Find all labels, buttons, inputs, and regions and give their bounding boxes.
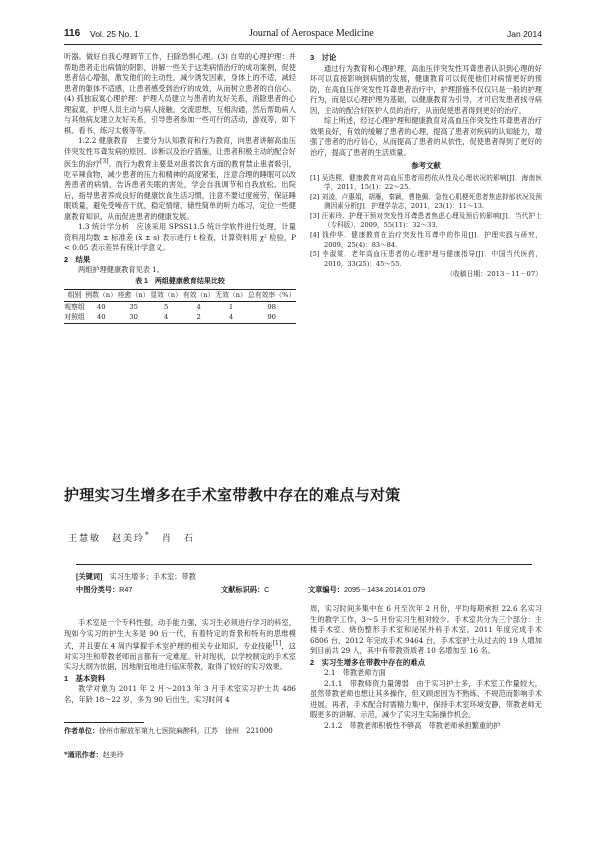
psych-care-paragraph: 听器。做好自我心理调节工作，扫除恐惧心理。(3) 自卑的心理护理：并帮助患者走出病情的阴影，讲解一些关于这类病情治疗的成功案例，促使患者信心增强，激发他们的主动性。减少诱发因素，身体上的不适，减轻患者的躯体不适感，让患者感受到治疗的成效，从而树立患者的自信心。(4) 孤独寂寞心理护理：护理人员建立与患者的友好关系，消除患者的心理寂寞，护理人员主动与病人接触，交流思想，互相沟通，然后帮助病人与其他病友建立友好关系，引导患者参加一些可行的活动，游戏等，如下棋、看书、练习太极等等。 xyxy=(64,52,296,135)
paragraph-text: 由于实习护士多，手术室工作量较大，虽然带教老师也想让其多操作，但又顾虑因为不熟练、不规范而影响手术进展。再者，手术配合时需精力集中，保持手术室环境安静，带教老师无暇更多的讲解、示范，减少了实习生实际操作机会。 xyxy=(310,678,542,719)
meta-rule xyxy=(76,564,532,565)
corresponding-mark: * xyxy=(145,530,151,539)
left-column-top xyxy=(64,52,296,324)
author-affiliation xyxy=(64,726,296,736)
table-row xyxy=(64,301,296,312)
section-number: 1.2.2 xyxy=(78,136,97,145)
intro-paragraph xyxy=(64,618,296,673)
references-heading: 参考文献 xyxy=(411,161,441,170)
left-column-bottom xyxy=(64,618,296,705)
table-caption: 表 1 两组健康教育结果比较 xyxy=(135,277,225,285)
keywords-line xyxy=(76,572,196,582)
table-cell: 1 xyxy=(228,302,234,311)
doc-code-group xyxy=(221,585,269,595)
affiliation: 徐州市解放军第九七医院麻醉科，江苏 徐州 221000 xyxy=(99,727,273,735)
corresponding-name: 赵美玲 xyxy=(102,751,124,759)
table-cell: 5 xyxy=(163,302,169,311)
keywords-label: [关键词] xyxy=(76,572,103,581)
table-header: 总有效率（%） xyxy=(248,291,296,300)
page-number: 116 xyxy=(64,28,81,39)
table-header: 组别 xyxy=(64,290,85,302)
basic-data-paragraph: 教学对象为 2011 年 2 月～2013 年 3 月手术室实习护士共 486 名，年龄 18～22 岁，多为 90 后出生，实习时间 4 xyxy=(64,684,296,704)
table-cell: 90 xyxy=(247,312,296,323)
section-heading: 统计学分析 xyxy=(91,222,130,232)
table-cell: 观察组 xyxy=(64,302,85,311)
paragraph-text: 带教老师承担繁重的护 xyxy=(428,720,501,730)
results-table xyxy=(64,289,296,324)
reference-item: [1] 吴迭熙．健康教育对高血压患者用药依从性及心理状况的影响[J]．海南医学，2011，15(1)：22～25. xyxy=(310,173,542,192)
doc-code: C xyxy=(264,585,270,594)
classification-line xyxy=(76,585,532,595)
article-title: 护理实习生增多在手术室带教中存在的难点与对策 xyxy=(64,486,401,504)
table-header: 痊愈（n） xyxy=(117,291,150,300)
table-cell: 35 xyxy=(129,302,138,311)
section-number: 1.3 xyxy=(78,222,90,232)
article-number-group xyxy=(308,585,425,595)
table-cell: 2 xyxy=(182,312,214,323)
teacher-subheading: 2.1 带教老师方面 xyxy=(324,668,386,677)
author-name: 肖 石 xyxy=(161,534,195,544)
author-name: 赵美玲 xyxy=(112,534,146,544)
reference-item: [2] 刘凌，卢惠娟，胡雁，秦颖，曹艳佩．急性心肌梗死患者焦虑抑郁状况及预测因素分析[J]．护理学杂志，2011，23(1)：11～13. xyxy=(310,192,542,211)
paragraph-text: ，这对实习生和带教老师而言都有一定难度。针对现状，以学校制定的手术室实习大纲为依据，因地制宜地进行临床带教，取得了较好的实习效果。 xyxy=(64,641,296,672)
section-heading: 健康教育 xyxy=(98,136,128,145)
table-cell: 4 xyxy=(150,312,182,323)
volume-issue: Vol. 25 No. 1 xyxy=(90,29,139,39)
table-header: 有效（n） xyxy=(182,291,215,300)
received-date: （收稿日期：2013－11－07） xyxy=(446,270,542,279)
reference-item: [4] 钱仲华．健康教育在治疗突发性耳聋中的作用[J]．护理实践与研究，2009，25(4)：83～84. xyxy=(310,231,542,249)
article-number: 2095－1434.2014.01.079 xyxy=(343,585,426,594)
discussion-heading: 3 讨论 xyxy=(310,53,337,62)
corresponding-label: *通讯作者： xyxy=(64,750,103,759)
table-cell: 40 xyxy=(85,312,117,323)
running-header xyxy=(64,28,542,42)
table-cell: 30 xyxy=(117,312,149,323)
citation-mark: [1] xyxy=(272,640,282,647)
weak-faculty-paragraph xyxy=(310,679,542,721)
right-column-top xyxy=(310,52,542,280)
reference-item: [5] 李淑棠．老年高血压患者的心理护理与健康指导[J]．中国当代医药，2010，33(25)：45～55. xyxy=(310,250,542,268)
affiliation-label: 作者单位： xyxy=(64,726,99,735)
citation-mark: [3] xyxy=(100,158,109,165)
journal-title: Journal of Aerospace Medicine xyxy=(249,28,374,39)
author-line xyxy=(68,530,195,544)
keywords: 实习生增多；手术室；带教 xyxy=(109,572,196,581)
basic-data-heading: 1 基本资料 xyxy=(64,673,106,683)
footnote-rule xyxy=(64,722,144,723)
reference-list xyxy=(310,174,542,270)
table-header: 显效（n） xyxy=(150,291,182,300)
statistics-paragraph xyxy=(64,222,296,254)
clc-code: R47 xyxy=(119,585,133,594)
right-column-bottom xyxy=(310,604,542,731)
health-education-paragraph xyxy=(64,136,296,222)
doc-code-label: 文献标识码： xyxy=(221,585,265,594)
conclusion-paragraph: 综上所述，经过心理护理和健康教育对高血压伴突发性耳聋患者治疗效果良好，有效的缓解了患者的心理，提高了患者对疾病的认知能力，增强了患者的治疗信心，从而提高了患者的从依性，促使患者得到了更好的治疗，提高了患者的生活质量。 xyxy=(310,116,542,157)
section-number: 2.1.2 xyxy=(324,720,343,730)
table-header: 例数（n） xyxy=(85,291,117,300)
table-cell: 4 xyxy=(196,302,201,311)
clc-label: 中图分类号： xyxy=(76,585,120,594)
results-heading: 2 结果 xyxy=(64,254,91,264)
author-name: 王慧敏 xyxy=(68,534,102,544)
continued-paragraph: 周，实习时间多集中在 6 月至次年 2 月份，平均每期承担 22.6 名实习生的教学工作，3～5 月份实习生相对较少。手术室共分为三个部分：主楼手术室、烧伤整形手术室和泌尿外科手术室。2011 年度完成手术 6806 台，2012 年完成手术 9464 台，手术室护士从过去的 19 人增加到目前共 29 人，其中有带教资质者 10 名增加至 16 名。 xyxy=(310,604,542,655)
paragraph-text: 手术室是一个专科性强，动手能力强，实习生必须进行学习的科室，现如今实习的护生大多是 90 后一代，有着特定的背景和特有的思维模式，并且要在 4 周内掌握手术室护理的相关专业知识，专业技能 xyxy=(64,618,296,651)
table-row xyxy=(64,312,296,323)
paragraph-text: 主要分为认知教育和行为教育，向患者讲解高血压伴突发性耳聋发病的原因、诊断以及治疗措施，让患者积极主动的配合好医生的治疗 xyxy=(64,136,296,169)
article-number-label: 文章编号： xyxy=(308,585,344,594)
paragraph-text: 。而行为教育主要是对患者饮食方面的教育禁止患者吸引，吃辛辣食物，减少患者的压力和精神的高度紧张，注意合理的睡眠可以改善患者的病情，告诉患者失眠的害处，学会自我调节和自我放松。出院后，指导患者养成良好的健康饮食生活习惯，注意不要过度疲劳，保证睡眠质量，避免受噪音干扰，稳定情绪，储性简单的听力练习，定位一些健康教育知识，从而促进患者的健康发展。 xyxy=(64,159,296,221)
header-rule xyxy=(64,44,542,45)
table-header: 无效（n） xyxy=(215,291,247,300)
section-heading: 带教老师积极性不够高 xyxy=(349,720,422,730)
discussion-paragraph: 通过行为教育和心理护理，高血压伴突发性耳聋患者认识到心理的好坏可以直接影响到病情的发展，健康教育可以促使他们对病情更好的预防，在高血压伴突发性耳聋患者治疗中，护理措施不仅仅只是一般的护理行为，而是以心理护理为基础，以健康教育为引导，才可启发患者找寻病因，主动的配合好医护人员的治疗，从而促使患者得到更好的治疗。 xyxy=(310,63,542,115)
table-cell: 4 xyxy=(215,312,247,323)
issue-date: Jan 2014 xyxy=(507,29,542,39)
table-cell: 98 xyxy=(267,302,276,311)
section-number: 2.1.1 xyxy=(324,678,343,688)
corresponding-author xyxy=(64,750,124,760)
motivation-paragraph xyxy=(310,721,542,732)
paragraph-text: 应该采用 SPSS11.5 统计学软件进行处理，计量资料用均数 ± 标准差 (x̄ ± s) 表示进行 t 检查，计算资料用 χ² 检验，P < 0.05 表示差异有统计学意义。 xyxy=(64,222,296,253)
section-heading: 带教师资力量薄弱 xyxy=(349,678,410,688)
table-cell: 40 xyxy=(96,302,106,311)
table-cell: 对照组 xyxy=(64,313,85,322)
difficulties-heading: 2 实习生增多在带教中存在的难点 xyxy=(310,657,426,667)
reference-item: [3] 汪素玲．护理干预对突发性耳聋患者焦虑心理及预后的影响[J]．当代护士（专科版），2009，55(11)：32～33. xyxy=(310,211,542,230)
results-intro: 两组护理健康教育见表 1。 xyxy=(78,265,164,275)
